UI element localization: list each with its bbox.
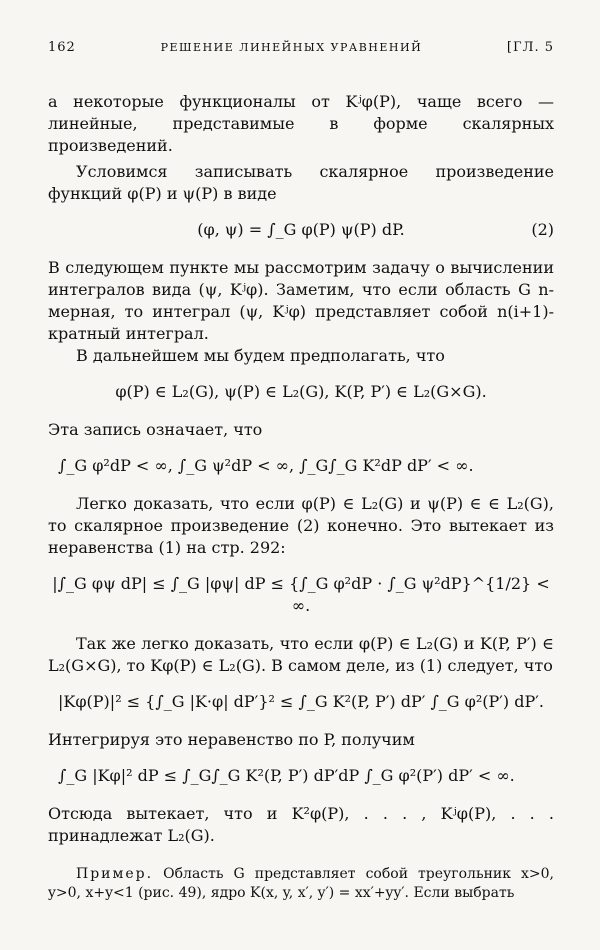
page-number: 162 <box>48 40 76 55</box>
equation-integrated: ∫_G |Kφ|² dP ≤ ∫_G∫_G K²(P, P′) dP′dP ∫_G φ²(P′) dP′ < ∞. <box>58 766 515 785</box>
running-header <box>48 40 554 55</box>
chapter-marker: [ГЛ. 5 <box>506 40 554 55</box>
page <box>48 40 554 903</box>
paragraph-2: Условимся записывать скалярное произведение функций φ(P) и ψ(P) в виде <box>48 162 554 203</box>
paragraph-1: а некоторые функционалы от Kʲφ(P), чаще всего — линейные, представимые в форме скалярных произведений. <box>48 92 554 155</box>
equation-2 <box>48 219 554 241</box>
example-text: Область G представляет собой треугольник x>0, y>0, x+y<1 (рис. 49), ядро K(x, y, x′, y′) = xx′+yy′. Если выбрать <box>48 866 555 901</box>
equation-cauchy-schwarz: |∫_G φψ dP| ≤ ∫_G |φψ| dP ≤ {∫_G φ²dP · ∫_G ψ²dP}^{1/2} < ∞. <box>52 574 550 615</box>
equation-2-number: (2) <box>531 220 554 239</box>
equation-assumption: φ(P) ∈ L₂(G), ψ(P) ∈ L₂(G), K(P, P′) ∈ L₂(G×G). <box>115 382 487 401</box>
running-title: РЕШЕНИЕ ЛИНЕЙНЫХ УРАВНЕНИЙ <box>160 41 423 54</box>
paragraph-7: Так же легко доказать, что если φ(P) ∈ L₂(G) и K(P, P′) ∈ L₂(G×G), то Kφ(P) ∈ L₂(G). В самом деле, из (1) следует, что <box>48 634 554 675</box>
paragraph-5: Эта запись означает, что <box>48 420 263 439</box>
paragraph-9: Отсюда вытекает, что и K²φ(P), . . . , Kʲφ(P), . . . принадлежат L₂(G). <box>48 804 554 845</box>
paragraph-3: В следующем пункте мы рассмотрим задачу о вычислении интегралов вида (ψ, Kʲφ). Заметим, что если область G n-мерная, то интеграл (ψ, Kʲφ) представляет собой n(i+1)-кратный интеграл. <box>48 258 554 343</box>
paragraph-6: Легко доказать, что если φ(P) ∈ L₂(G) и ψ(P) ∈ ∈ L₂(G), то скалярное произведение (2) конечно. Это вытекает из неравенства (1) на стр. 292: <box>48 494 554 557</box>
equation-finite-norms: ∫_G φ²dP < ∞, ∫_G ψ²dP < ∞, ∫_G∫_G K²dP dP′ < ∞. <box>58 456 474 475</box>
example-paragraph <box>48 865 554 903</box>
paragraph-8: Интегрируя это неравенство по P, получим <box>48 730 415 749</box>
paragraph-4: В дальнейшем мы будем предполагать, что <box>76 346 445 365</box>
equation-2-body: (φ, ψ) = ∫_G φ(P) ψ(P) dP. <box>197 220 405 239</box>
equation-kernel-bound: |Kφ(P)|² ≤ {∫_G |K·φ| dP′}² ≤ ∫_G K²(P, P′) dP′ ∫_G φ²(P′) dP′. <box>58 692 544 711</box>
example-label: Пример. <box>76 866 154 882</box>
